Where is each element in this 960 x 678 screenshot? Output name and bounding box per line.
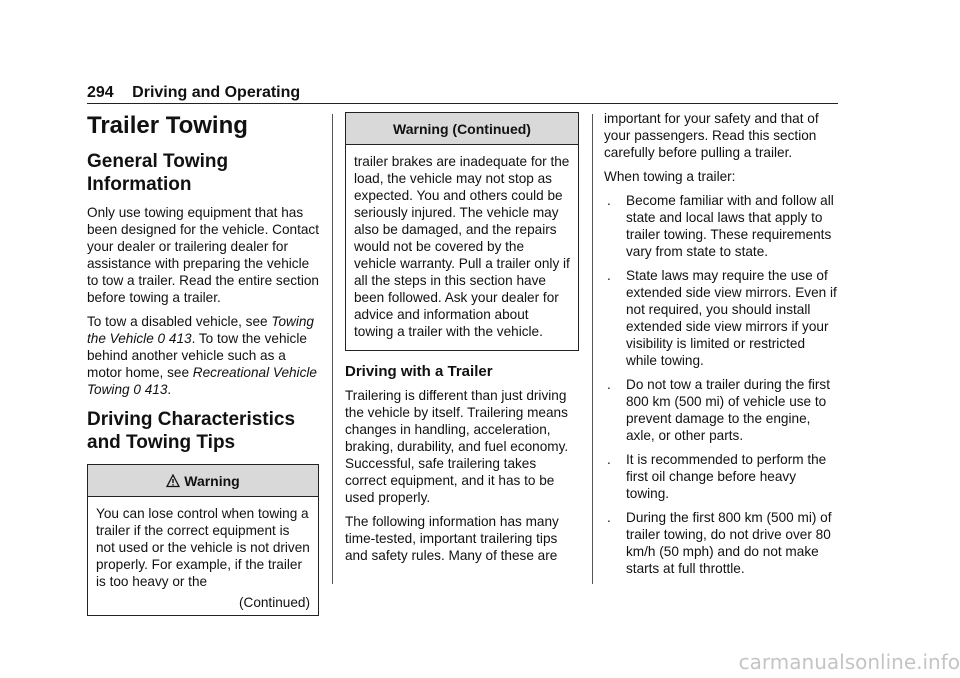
paragraph-references: To tow a disabled vehicle, see Towing the Vehicle 0 413. To tow the vehicle behind another vehicle such as a motor home, see Recreational Vehicle Towing 0 413. (87, 314, 317, 397)
bullet-marker: . (607, 452, 611, 467)
column-3 (604, 110, 838, 584)
heading-general-towing: General Towing Information (87, 151, 229, 195)
bullet-list (604, 192, 838, 577)
heading-driving-characteristics: Driving Characteristics and Towing Tips (87, 409, 296, 453)
warning-icon (166, 474, 180, 488)
list-item: . Do not tow a trailer during the first 800 km (500 mi) of vehicle use to prevent damage to the engine, axle, or other parts. (607, 377, 830, 443)
warning-continued-text: trailer brakes are inadequate for the load, the vehicle may not stop as expected. You and others could be seriously injured. The vehicle may also be damaged, and the repairs would not be covered by the vehicle warranty. Pull a trailer only if all the steps in this section have been followed. Ask your dealer for advice and information about towing a trailer with the vehicle. (354, 154, 570, 339)
list-item: . It is recommended to perform the first oil change before heavy towing. (607, 452, 827, 501)
paragraph: important for your safety and that of your passengers. Read this section carefully before pulling a trailer. (604, 111, 819, 160)
header-rule (87, 103, 838, 104)
bullet-marker: . (607, 377, 611, 392)
page-number: 294 (87, 84, 114, 101)
page-title: Trailer Towing (87, 112, 248, 139)
warning-text: You can lose control when towing a trailer if the correct equipment is not used or the vehicle is not driven properly. For example, if the trailer is too heavy or the (96, 506, 310, 589)
section-title: Driving and Operating (132, 84, 301, 101)
paragraph: Only use towing equipment that has been designed for the vehicle. Contact your dealer or trailering dealer for assistance with preparing the vehicle to tow a trailer. Read the entire section before towing a trailer. (87, 205, 320, 305)
column-divider (332, 114, 333, 584)
page-ref[interactable]: 0 413 (157, 331, 192, 346)
warning-continued-box (345, 112, 579, 351)
warning-title: Warning (184, 473, 240, 489)
bullet-marker: . (607, 193, 611, 208)
paragraph: The following information has many time-tested, important trailering tips and safety rules. Many of these are (345, 514, 559, 563)
watermark: carmanualsonline.info (738, 650, 960, 674)
bullet-marker: . (607, 268, 611, 283)
warning-continued-header: Warning (Continued) (346, 113, 578, 145)
list-item: . During the first 800 km (500 mi) of trailer towing, do not drive over 80 km/h (50 mph) and do not make starts at full throttle. (607, 510, 832, 576)
paragraph: Trailering is different than just driving the vehicle by itself. Trailering means changes in handling, acceleration, braking, durability, and fuel economy. Successful, safe trailering takes correct equipment, and it has to be used properly. (345, 388, 569, 505)
link-recreational-towing[interactable]: Recreational Vehicle Towing (87, 365, 317, 397)
warning-box (87, 464, 319, 616)
list-item: . State laws may require the use of extended side view mirrors. Even if not required, you should install extended side view mirrors if your visibility is limited or restricted while towing. (607, 268, 837, 368)
bullet-marker: . (607, 510, 611, 525)
paragraph: When towing a trailer: (604, 169, 736, 184)
column-divider (592, 114, 593, 584)
column-2 (345, 110, 579, 571)
page-header (87, 84, 300, 102)
list-item: . Become familiar with and follow all state and local laws that apply to trailer towing. These requirements vary from state to state. (607, 193, 834, 259)
warning-header (88, 465, 318, 497)
column-1 (87, 110, 319, 616)
page-ref[interactable]: 0 413 (133, 382, 168, 397)
link-towing-vehicle[interactable]: Towing the Vehicle (87, 314, 314, 346)
heading-driving-with-trailer: Driving with a Trailer (345, 363, 493, 380)
continued-label: (Continued) (238, 595, 310, 610)
